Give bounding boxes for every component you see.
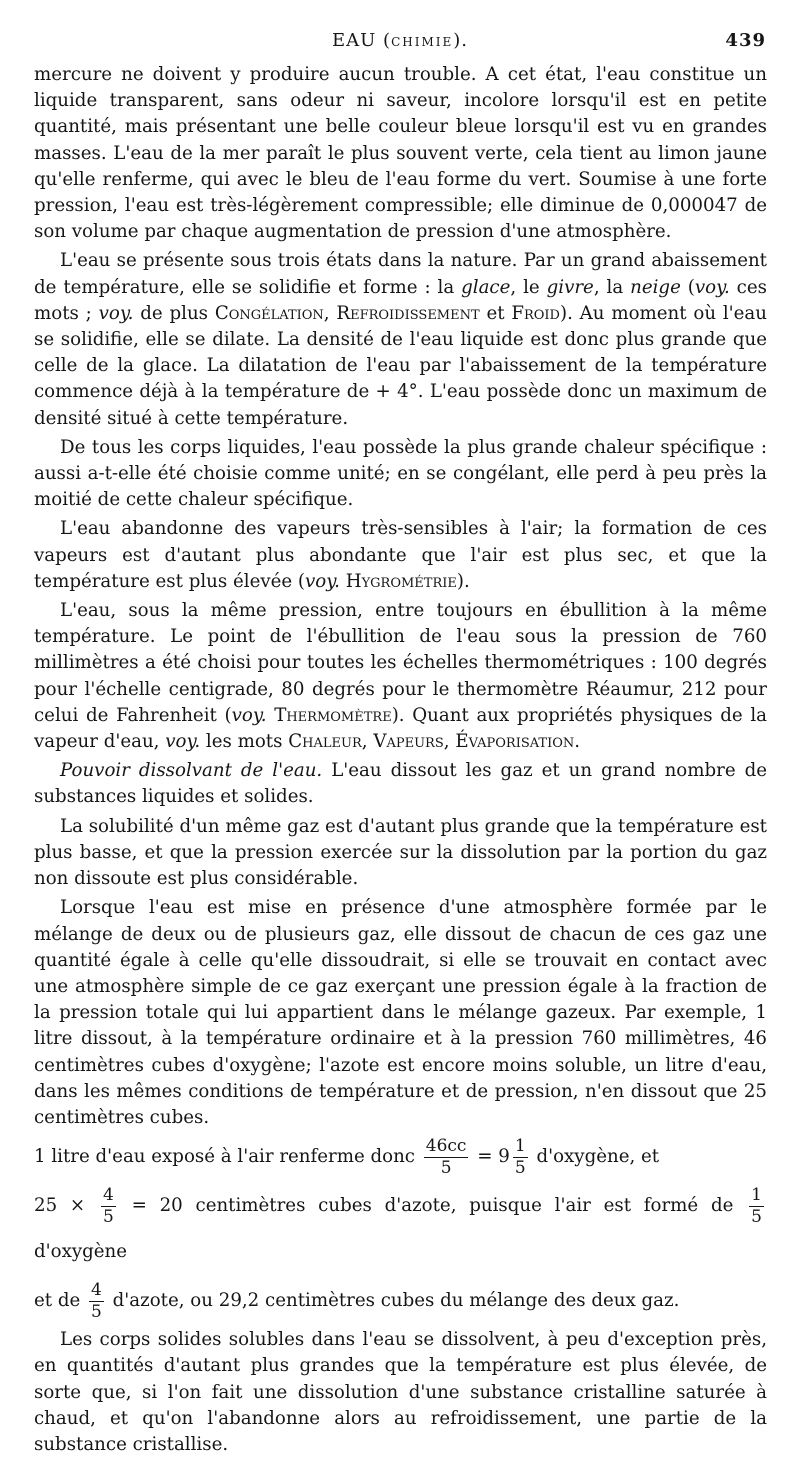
section-heading: Pouvoir dissolvant de l'eau.: [60, 760, 323, 782]
equation-line-3: [34, 1278, 767, 1324]
title-end: ).: [453, 30, 468, 51]
numerator: 4: [91, 1279, 102, 1300]
xref-refroidissement: Refroidissement: [336, 302, 480, 324]
xref-vapeurs: Vapeurs: [373, 731, 444, 753]
text-span: .: [574, 731, 581, 753]
body-text: [34, 62, 767, 1461]
text-span: ). Quant aux propriétés physiques de la vapeur d'eau,: [34, 704, 767, 753]
text-span: ). Au moment où l'eau se solidifie, elle se dilate. La densité de l'eau liquide est donc plus grande que celle de la glace. La dilatation de l'eau par l'abaissement de la température commence déjà à la température de + 4°. L'eau possède donc un maximum de densité situé à cette température.: [34, 302, 767, 429]
xref-hygrometrie: Hygrométrie: [345, 570, 457, 592]
term-neige: neige: [630, 276, 681, 298]
voy-ref: voy.: [694, 276, 730, 298]
fraction-1-over-5: [749, 1184, 764, 1227]
paragraph-4: [34, 516, 767, 595]
paragraph-7: La solubilité d'un même gaz est d'autant plus grande que la température est plus basse, et que la pression exercée sur la dissolution par la portion du gaz non dissoute est plus considérable.: [34, 815, 767, 890]
numerator: 46cc: [425, 1135, 467, 1156]
text-span: L'eau, sous la même pression, entre toujours en ébullition à la même température. Le point de l'ébullition de l'eau sous la pression de 760 millimètres a été choisi pour toutes les échelles thermométriques : 100 degrés pour l'échelle centigrade, 80 degrés pour le thermomètre Réaumur, 212 pour celui de Fahrenheit (: [34, 600, 767, 726]
denominator: 5: [102, 1206, 114, 1227]
paragraph-5: [34, 598, 767, 755]
text-span: ,: [323, 302, 337, 324]
text-span: et de: [34, 1290, 87, 1312]
equation-line-1: [34, 1134, 767, 1180]
title-smallcaps: CHIMIE: [391, 35, 454, 49]
denominator: 5: [751, 1206, 762, 1227]
term-glace: glace: [461, 276, 511, 298]
xref-congelation: Congélation: [214, 302, 324, 324]
xref-froid: Froid: [511, 302, 560, 324]
denominator: 5: [440, 1157, 452, 1178]
text-span: d'azote, ou 29,2 centimètres cubes du mélange des deux gaz.: [106, 1290, 680, 1312]
numerator: 1: [514, 1135, 526, 1156]
text-span: 1 litre d'eau exposé à l'air renferme donc: [34, 1146, 421, 1168]
text-span: 25 ×: [34, 1195, 98, 1217]
title-main: EAU (: [332, 30, 392, 51]
voy-ref: voy.: [305, 570, 340, 592]
voy-ref: voy.: [98, 302, 134, 324]
paragraph-2: [34, 248, 767, 431]
text-span: ces mots ;: [34, 276, 767, 324]
text-span: , le: [510, 276, 547, 298]
text-span: d'oxygène: [34, 1241, 128, 1263]
text-span: L'eau abandonne des vapeurs très-sensibles à l'air; la formation de ces vapeurs est d'autant plus abondante que l'air est plus sec, et que la température est plus élevée (: [34, 518, 767, 592]
text-span: , la: [593, 276, 631, 298]
page-number: 439: [725, 30, 766, 51]
paragraph-9: Les corps solides solubles dans l'eau se dissolvent, à peu d'exception près, en quantités d'autant plus grandes que la température est plus élevée, de sorte que, si l'on fait une dissolution d'une substance cristalline saturée à chaud, et qu'on l'abandonne alors au refroidissement, une partie de la substance cristallise.: [34, 1329, 767, 1455]
text-span: = 20 centimètres cubes d'azote, puisque l'air est formé de: [118, 1195, 747, 1217]
text-span: ,: [361, 731, 374, 753]
paragraph-1: mercure ne doivent y produire aucun trouble. A cet état, l'eau constitue un liquide transparent, sans odeur ni saveur, incolore lorsqu'il est en petite quantité, mais présentant une belle couleur bleue lorsqu'il est vu en grandes masses. L'eau de la mer paraît le plus souvent verte, cela tient au limon jaune qu'elle renferme, qui avec le bleu de l'eau forme du vert. Soumise à une forte pression, l'eau est très-légèrement compressible; elle diminue de 0,000047 de son volume par chaque augmentation de pression d'une atmosphère.: [34, 64, 767, 243]
denominator: 5: [91, 1301, 102, 1322]
voy-ref: voy.: [231, 704, 267, 726]
xref-chaleur: Chaleur: [288, 731, 362, 753]
text-span: = 9: [471, 1146, 510, 1168]
xref-evaporisation: Évaporisation: [455, 731, 575, 753]
running-header: [0, 30, 800, 56]
fraction-4-over-5: [89, 1279, 104, 1322]
running-title: [0, 30, 800, 51]
paragraph-3: De tous les corps liquides, l'eau possède la plus grande chaleur spécifique : aussi a-t-elle été choisie comme unité; en se congélant, elle perd à peu près la moitié de cette chaleur spécifique.: [34, 436, 767, 511]
paragraph-8: Lorsque l'eau est mise en présence d'une atmosphère formée par le mélange de deux ou de plusieurs gaz, elle dissout de chacun de ces gaz une quantité égale à celle qu'elle dissoudrait, si elle se trouvait en contact avec une atmosphère simple de ce gaz exerçant une pression égale à la fraction de la pression totale qui lui appartient dans le mélange gazeux. Par exemple, 1 litre dissout, à la température ordinaire et à la pression 760 millimètres, 46 centimètres cubes d'oxygène; l'azote est encore moins soluble, un litre d'eau, dans les mêmes conditions de température et de pression, n'en dissout que 25 centimètres cubes.: [34, 897, 767, 1128]
numerator: 1: [751, 1184, 762, 1205]
equation-line-2: [34, 1183, 767, 1275]
fraction-4-over-5: [101, 1184, 116, 1227]
text-span: ).: [456, 570, 470, 592]
text-span: et: [479, 302, 512, 324]
voy-ref: voy.: [165, 731, 201, 753]
xref-thermometre: Thermomètre: [274, 704, 392, 726]
text-span: L'eau dissout les gaz et un grand nombre de substances liquides et solides.: [34, 760, 767, 808]
text-span: L'eau se présente sous trois états dans la nature. Par un grand abaissement de température, elle se solidifie et forme : la: [34, 250, 767, 298]
numerator: 4: [102, 1184, 114, 1205]
text-span: (: [680, 276, 695, 298]
denominator: 5: [514, 1157, 526, 1178]
term-givre: givre: [546, 276, 594, 298]
paragraph-6: [34, 758, 767, 810]
text-span: de plus: [133, 302, 215, 324]
fraction-46cc-over-5: [424, 1135, 469, 1178]
text-span: d'oxygène, et: [530, 1146, 660, 1168]
fraction-1-over-5: [513, 1135, 528, 1178]
text-span: ,: [443, 731, 456, 753]
text-span: les mots: [200, 731, 289, 753]
